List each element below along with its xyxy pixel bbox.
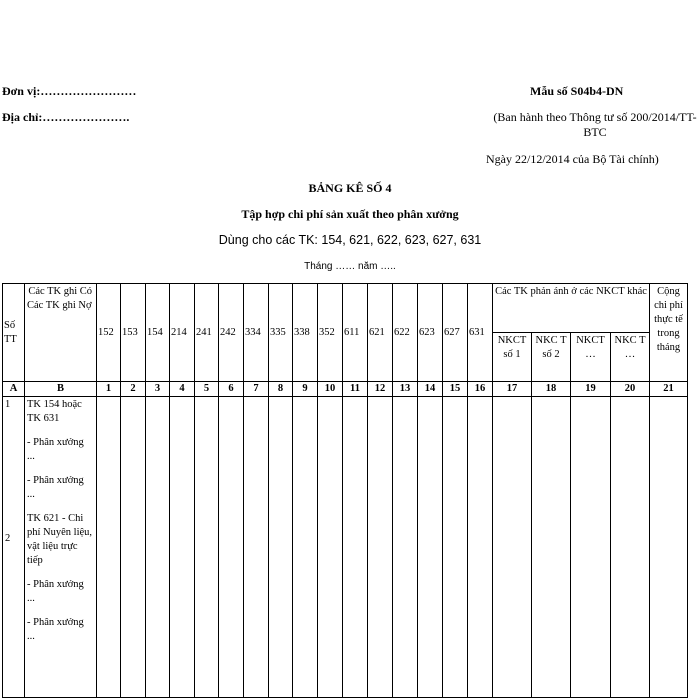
row-label: TK 621 - Chi phí Nuyên liệu, vật liệu trực tiếp (27, 513, 93, 566)
row-stt: 2 (5, 533, 11, 544)
data-cell (195, 397, 219, 698)
document-title: BẢNG KÊ SỐ 4 (308, 181, 392, 195)
col-number: 19 (571, 382, 611, 397)
data-cell (418, 397, 443, 698)
col-number: 1 (97, 382, 121, 397)
issued-by-text: (Ban hành theo Thông tư số 200/2014/TT-BTC (493, 110, 697, 139)
table-body-row (3, 397, 688, 698)
nkct-col: NKC T … (611, 333, 650, 382)
account-col: 621 (368, 284, 393, 382)
account-col: 334 (244, 284, 269, 382)
data-cell (393, 397, 418, 698)
row-label: - Phân xưởng ... (27, 437, 84, 462)
col-number: 17 (493, 382, 532, 397)
col-number: 7 (244, 382, 269, 397)
account-col: 631 (468, 284, 493, 382)
column-number-row (3, 382, 688, 397)
data-cell (532, 397, 571, 698)
data-cell (443, 397, 468, 698)
col-number: 20 (611, 382, 650, 397)
col-number: 6 (219, 382, 244, 397)
data-cell (650, 397, 688, 698)
account-col: 152 (97, 284, 121, 382)
account-col: 623 (418, 284, 443, 382)
stt-cell (3, 397, 25, 698)
account-col: 242 (219, 284, 244, 382)
col-number: 13 (393, 382, 418, 397)
col-number: 16 (468, 382, 493, 397)
account-col: 622 (393, 284, 418, 382)
account-col: 611 (343, 284, 368, 382)
data-cell (219, 397, 244, 698)
nkct-col: NKCT … (571, 333, 611, 382)
debit-accounts-label: Các TK ghi Nợ (27, 300, 92, 311)
nkct-col: NKC T số 2 (532, 333, 571, 382)
data-cell (318, 397, 343, 698)
account-col: 627 (443, 284, 468, 382)
account-col: 241 (195, 284, 219, 382)
row-label: TK 154 hoặc TK 631 (27, 399, 82, 424)
data-cell (121, 397, 146, 698)
col-number: 8 (269, 382, 293, 397)
col-number: 4 (170, 382, 195, 397)
data-cell (468, 397, 493, 698)
ledger-table (2, 283, 688, 698)
data-cell (611, 397, 650, 698)
month-year-line: Tháng …… năm ….. (304, 261, 396, 272)
account-col: 338 (293, 284, 318, 382)
account-col: 335 (269, 284, 293, 382)
col-number: 9 (293, 382, 318, 397)
col-number: 2 (121, 382, 146, 397)
stt-header: Số TT (3, 284, 25, 382)
account-col: 352 (318, 284, 343, 382)
account-col: 153 (121, 284, 146, 382)
account-col: 214 (170, 284, 195, 382)
data-cell (269, 397, 293, 698)
col-number: 21 (650, 382, 688, 397)
issued-date-text: Ngày 22/12/2014 của Bộ Tài chính) (486, 152, 659, 166)
form-number: Mẫu số S04b4-DN (530, 84, 624, 98)
credit-accounts-label: Các TK ghi Có (28, 286, 92, 297)
corner-header (25, 284, 97, 382)
col-number: 3 (146, 382, 170, 397)
account-col: 154 (146, 284, 170, 382)
col-number: 11 (343, 382, 368, 397)
row-label: - Phân xưởng ... (27, 579, 84, 604)
document-subtitle: Tập hợp chi phí sản xuất theo phân xưởng (241, 207, 459, 221)
col-number: A (3, 382, 25, 397)
data-cell (493, 397, 532, 698)
row-stt: 1 (5, 399, 11, 410)
data-cell (571, 397, 611, 698)
row-label-cell (25, 397, 97, 698)
unit-label: Đơn vị:…………………… (2, 84, 137, 98)
data-cell (368, 397, 393, 698)
col-number: 12 (368, 382, 393, 397)
col-number: 18 (532, 382, 571, 397)
row-label: - Phân xưởng ... (27, 475, 84, 500)
col-number: 5 (195, 382, 219, 397)
data-cell (293, 397, 318, 698)
address-label: Địa chỉ:…………………. (2, 110, 130, 124)
data-cell (97, 397, 121, 698)
total-cost-header: Cộng chi phí thực tế trong tháng (650, 284, 688, 382)
data-cell (146, 397, 170, 698)
col-number: 15 (443, 382, 468, 397)
header-row-1 (3, 284, 688, 333)
usage-note: Dùng cho các TK: 154, 621, 622, 623, 627, 631 (218, 233, 482, 247)
col-number: 10 (318, 382, 343, 397)
data-cell (170, 397, 195, 698)
nkct-col: NKCT số 1 (493, 333, 532, 382)
col-number: 14 (418, 382, 443, 397)
col-number: B (25, 382, 97, 397)
other-nkct-group: Các TK phản ánh ở các NKCT khác (493, 284, 650, 333)
data-cell (343, 397, 368, 698)
row-label: - Phân xưởng ... (27, 617, 84, 642)
data-cell (244, 397, 269, 698)
